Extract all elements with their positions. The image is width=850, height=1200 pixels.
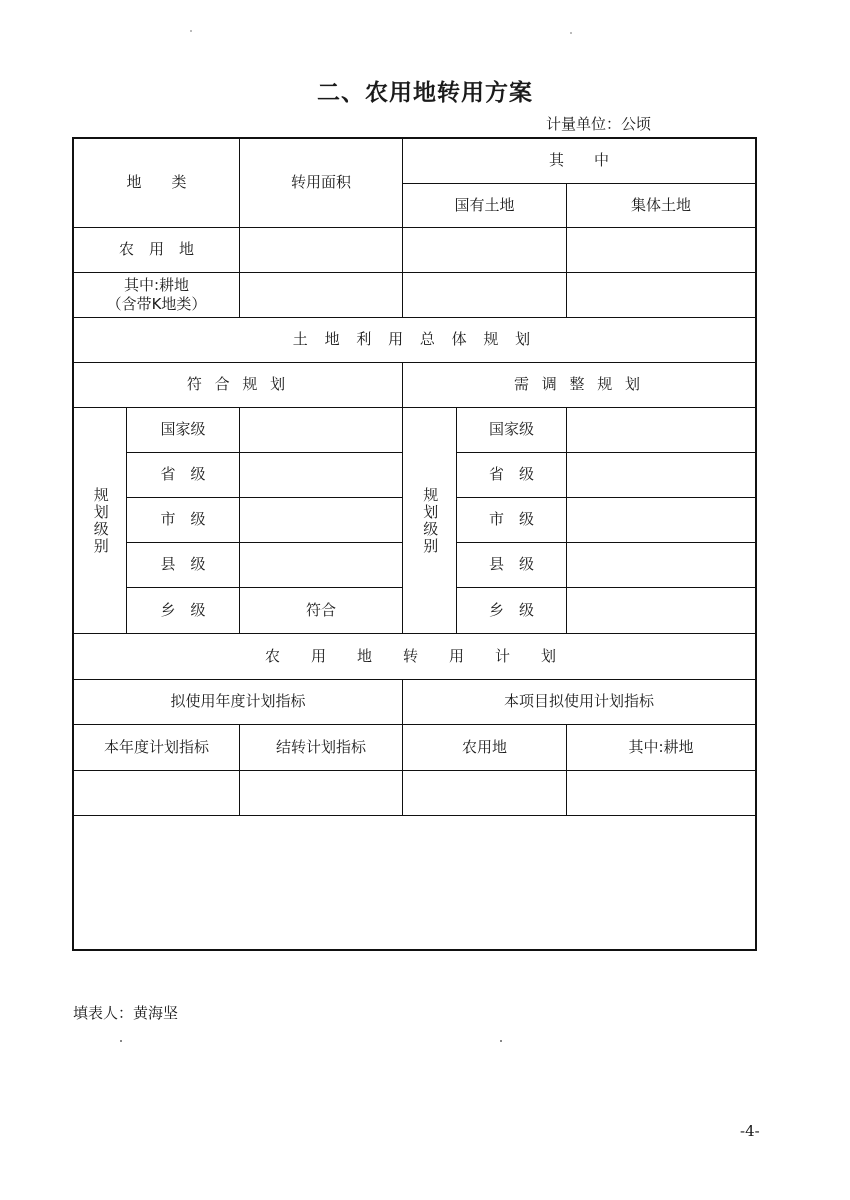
cultivated-collective-field[interactable] <box>566 272 756 318</box>
level-township-label: 乡 级 <box>488 600 534 619</box>
value-current-year-quota[interactable] <box>73 770 240 816</box>
col-cultivated-land <box>566 724 756 771</box>
header-collective-land <box>566 183 756 228</box>
compliant-level-national <box>126 407 240 453</box>
scan-speck <box>570 32 572 34</box>
compliant-level-county <box>126 542 240 588</box>
compliant-value-county[interactable] <box>239 542 403 588</box>
col-carryover-quota <box>239 724 403 771</box>
level-national-label: 国家级 <box>488 420 534 439</box>
agricultural-state-field[interactable] <box>402 227 567 273</box>
adjust-level-township <box>456 587 567 634</box>
compliant-level-township <box>126 587 240 634</box>
adjust-level-national <box>456 407 567 453</box>
header-converted-area <box>239 138 403 228</box>
level-city-label: 市 级 <box>160 510 206 529</box>
compliant-level-label <box>73 407 127 634</box>
level-county-label: 县 级 <box>160 555 206 574</box>
agricultural-collective-field[interactable] <box>566 227 756 273</box>
level-label-right: 规划级别 <box>421 486 440 555</box>
adjust-level-county <box>456 542 567 588</box>
col-current-year-label: 本年度计划指标 <box>103 737 209 756</box>
compliant-plan-header <box>73 362 403 408</box>
planning-section-title <box>73 317 756 363</box>
cultivated-state-field[interactable] <box>402 272 567 318</box>
agricultural-area-field[interactable] <box>239 227 403 273</box>
header-land-type-label: 地 类 <box>126 173 187 192</box>
page-number: -4- <box>740 1122 760 1140</box>
compliant-level-city <box>126 497 240 543</box>
col-agricultural-land <box>402 724 567 771</box>
row-agricultural-land <box>73 227 240 273</box>
header-collective-land-label: 集体土地 <box>630 195 691 214</box>
annual-quota-header <box>73 679 403 725</box>
adjust-value-provincial[interactable] <box>566 452 756 498</box>
annual-quota-label: 拟使用年度计划指标 <box>170 692 306 711</box>
level-city-label: 市 级 <box>488 510 534 529</box>
col-agricultural-label: 农用地 <box>461 737 507 756</box>
adjust-value-county[interactable] <box>566 542 756 588</box>
header-state-land <box>402 183 567 228</box>
compliant-level-provincial <box>126 452 240 498</box>
conversion-plan-title-label: 农 用 地 转 用 计 划 <box>264 646 564 665</box>
compliant-value-city[interactable] <box>239 497 403 543</box>
header-converted-area-label: 转用面积 <box>290 173 351 192</box>
header-state-land-label: 国有土地 <box>454 195 515 214</box>
header-of-which-label: 其 中 <box>548 151 609 170</box>
level-national-label: 国家级 <box>160 420 206 439</box>
compliant-value-text: 符合 <box>305 600 336 619</box>
scan-speck <box>120 1040 122 1042</box>
filler-label: 填表人：黄海坚 <box>73 1004 179 1022</box>
adjust-value-national[interactable] <box>566 407 756 453</box>
project-quota-header <box>402 679 756 725</box>
compliant-value-provincial[interactable] <box>239 452 403 498</box>
planning-section-title-label: 土 地 利 用 总 体 规 划 <box>292 330 537 349</box>
row-cultivated-note: （含带K地类） <box>106 295 207 313</box>
row-cultivated-land <box>73 272 240 318</box>
land-conversion-table <box>73 138 756 950</box>
page-title: 二、农用地转用方案 <box>317 80 533 106</box>
level-label-left: 规划级别 <box>91 486 110 555</box>
scan-speck <box>500 1040 502 1042</box>
adjust-value-township[interactable] <box>566 587 756 634</box>
compliant-value-national[interactable] <box>239 407 403 453</box>
adjust-level-city <box>456 497 567 543</box>
row-cultivated-label: 其中:耕地 <box>123 275 190 294</box>
adjust-level-provincial <box>456 452 567 498</box>
adjust-level-label <box>402 407 457 634</box>
compliant-value-township[interactable] <box>239 587 403 634</box>
header-land-type <box>73 138 240 228</box>
cultivated-area-field[interactable] <box>239 272 403 318</box>
compliant-plan-label: 符 合 规 划 <box>186 375 290 394</box>
value-carryover-quota[interactable] <box>239 770 403 816</box>
col-current-year-quota <box>73 724 240 771</box>
adjust-plan-header <box>402 362 756 408</box>
value-agricultural-land[interactable] <box>402 770 567 816</box>
adjust-value-city[interactable] <box>566 497 756 543</box>
adjust-plan-label: 需 调 整 规 划 <box>513 375 645 394</box>
conversion-plan-title <box>73 633 756 680</box>
value-cultivated-land[interactable] <box>566 770 756 816</box>
level-township-label: 乡 级 <box>160 600 206 619</box>
scan-speck <box>190 30 192 32</box>
col-cultivated-label: 其中:耕地 <box>628 737 694 756</box>
level-provincial-label: 省 级 <box>160 465 206 484</box>
level-provincial-label: 省 级 <box>488 465 534 484</box>
level-county-label: 县 级 <box>488 555 534 574</box>
col-carryover-label: 结转计划指标 <box>275 737 366 756</box>
header-of-which <box>402 138 756 184</box>
project-quota-label: 本项目拟使用计划指标 <box>503 692 654 711</box>
remarks-area[interactable] <box>73 815 756 950</box>
unit-label: 计量单位：公顷 <box>546 115 652 133</box>
row-agricultural-land-label: 农 用 地 <box>118 240 194 259</box>
